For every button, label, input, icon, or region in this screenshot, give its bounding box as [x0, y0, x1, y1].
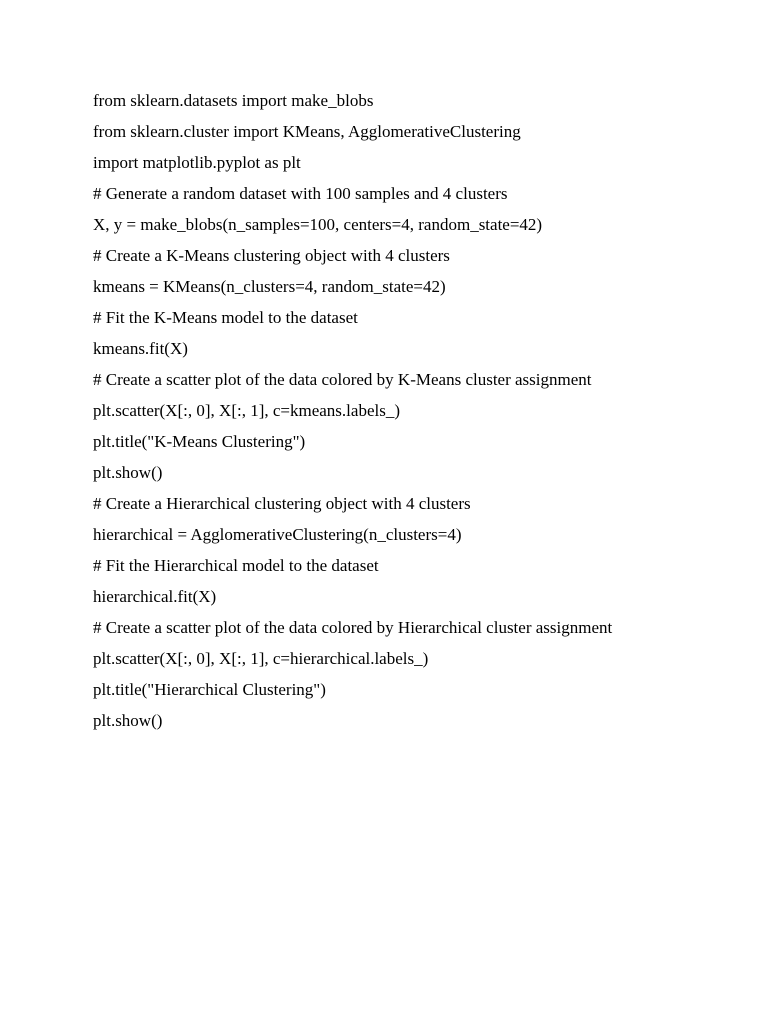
code-line: kmeans = KMeans(n_clusters=4, random_state=42)	[93, 277, 446, 296]
code-line: plt.title("K-Means Clustering")	[93, 432, 306, 451]
code-line: plt.title("Hierarchical Clustering")	[93, 680, 326, 699]
code-line: plt.scatter(X[:, 0], X[:, 1], c=hierarchical.labels_)	[93, 649, 429, 668]
document-body	[93, 85, 733, 736]
comment-line: # Create a scatter plot of the data colored by K-Means cluster assignment	[93, 370, 592, 389]
comment-line: # Create a Hierarchical clustering object with 4 clusters	[93, 494, 471, 513]
comment-line: # Create a scatter plot of the data colored by Hierarchical cluster assignment	[93, 618, 613, 637]
code-line: from sklearn.cluster import KMeans, AgglomerativeClustering	[93, 122, 521, 141]
code-line: plt.scatter(X[:, 0], X[:, 1], c=kmeans.labels_)	[93, 401, 400, 420]
code-line: plt.show()	[93, 711, 163, 730]
comment-line: # Fit the Hierarchical model to the dataset	[93, 556, 379, 575]
code-line: X, y = make_blobs(n_samples=100, centers=4, random_state=42)	[93, 215, 543, 234]
comment-line: # Create a K-Means clustering object with 4 clusters	[93, 246, 450, 265]
code-line: hierarchical = AgglomerativeClustering(n_clusters=4)	[93, 525, 462, 544]
code-line: hierarchical.fit(X)	[93, 587, 217, 606]
code-line: plt.show()	[93, 463, 163, 482]
code-line: from sklearn.datasets import make_blobs	[93, 91, 374, 110]
comment-line: # Generate a random dataset with 100 samples and 4 clusters	[93, 184, 508, 203]
code-line: kmeans.fit(X)	[93, 339, 188, 358]
code-line: import matplotlib.pyplot as plt	[93, 153, 301, 172]
comment-line: # Fit the K-Means model to the dataset	[93, 308, 358, 327]
